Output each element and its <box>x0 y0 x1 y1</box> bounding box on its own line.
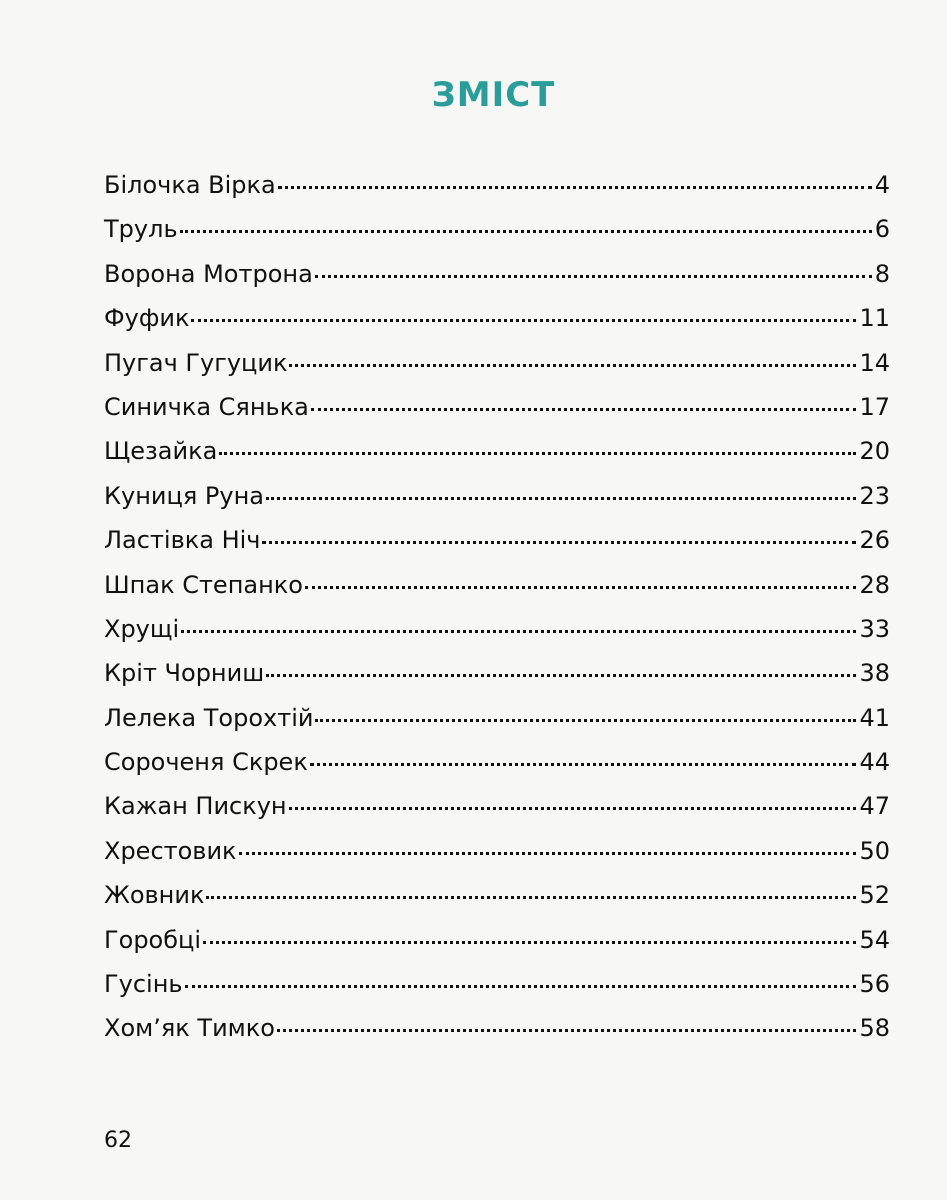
toc-entry-page: 47 <box>859 792 890 821</box>
toc-entry[interactable] <box>104 429 890 473</box>
dot-leader <box>278 186 872 189</box>
toc-entry-page: 28 <box>859 570 890 599</box>
toc-entry[interactable] <box>104 207 890 251</box>
toc-entry-page: 38 <box>859 659 890 688</box>
toc-entry-title: Шпак Степанко <box>104 570 303 599</box>
toc-entry[interactable] <box>104 474 890 518</box>
toc-entry[interactable] <box>104 385 890 429</box>
toc-entry-page: 54 <box>859 925 890 954</box>
toc-entry-page: 56 <box>859 970 890 999</box>
toc-entry-title: Горобці <box>104 925 202 954</box>
toc-entry-page: 11 <box>859 304 890 333</box>
toc-entry-page: 8 <box>874 259 890 288</box>
toc-entry-page: 20 <box>859 437 890 466</box>
toc-entry-page: 23 <box>859 481 890 510</box>
toc-entry[interactable] <box>104 252 890 296</box>
toc-entry-title: Сороченя Скрек <box>104 748 308 777</box>
toc-entry-title: Пугач Гугуцик <box>104 348 288 377</box>
toc-entry-title: Гусінь <box>104 970 183 999</box>
toc-entry[interactable] <box>104 607 890 651</box>
toc-entry-page: 33 <box>859 614 890 643</box>
dot-leader <box>277 1029 856 1032</box>
toc-entry-title: Хрущі <box>104 614 180 643</box>
dot-leader <box>311 408 857 411</box>
toc-entry[interactable] <box>104 1006 890 1050</box>
toc-entry-page: 26 <box>859 526 890 555</box>
toc-entry[interactable] <box>104 918 890 962</box>
page-title: ЗМІСТ <box>431 74 556 115</box>
toc-entry-title: Лелека Торохтій <box>104 703 314 732</box>
toc-entry-page: 41 <box>859 703 890 732</box>
toc-entry[interactable] <box>104 651 890 695</box>
dot-leader <box>315 275 872 278</box>
toc-entry-title: Кажан Пискун <box>104 792 287 821</box>
dot-leader <box>289 364 856 367</box>
toc-entry[interactable] <box>104 873 890 917</box>
dot-leader <box>289 807 857 810</box>
dot-leader <box>191 319 856 322</box>
toc-entry[interactable] <box>104 740 890 784</box>
toc-entry[interactable] <box>104 341 890 385</box>
dot-leader <box>203 941 856 944</box>
toc-entry[interactable] <box>104 829 890 873</box>
toc-entry-page: 17 <box>859 392 890 421</box>
toc-entry[interactable] <box>104 163 890 207</box>
toc-entry-page: 44 <box>859 748 890 777</box>
dot-leader <box>315 719 856 722</box>
dot-leader <box>266 497 856 500</box>
toc-entry[interactable] <box>104 696 890 740</box>
dot-leader <box>181 630 856 633</box>
toc-entry-page: 4 <box>874 171 890 199</box>
table-of-contents <box>104 163 890 1051</box>
dot-leader <box>239 852 857 855</box>
toc-entry-title: Жовник <box>104 881 205 910</box>
toc-entry[interactable] <box>104 518 890 562</box>
dot-leader <box>266 674 856 677</box>
toc-entry-title: Труль <box>104 215 178 244</box>
toc-entry-page: 14 <box>859 348 890 377</box>
toc-entry-title: Кріт Чорниш <box>104 659 265 688</box>
toc-entry-title: Ворона Мотрона <box>104 259 313 288</box>
dot-leader <box>185 985 857 988</box>
toc-entry[interactable] <box>104 296 890 340</box>
page-number: 62 <box>104 1128 132 1153</box>
toc-entry-page: 52 <box>859 881 890 910</box>
toc-entry-page: 58 <box>859 1014 890 1043</box>
toc-entry-title: Куниця Руна <box>104 481 265 510</box>
toc-entry[interactable] <box>104 962 890 1006</box>
dot-leader <box>180 230 872 233</box>
dot-leader <box>206 896 856 899</box>
toc-entry-title: Білочка Вірка <box>104 171 276 199</box>
toc-entry-page: 50 <box>859 836 890 865</box>
toc-entry-title: Хом’як Тимко <box>104 1014 275 1043</box>
toc-entry-title: Ластівка Ніч <box>104 526 261 555</box>
dot-leader <box>310 763 857 766</box>
toc-entry-title: Щезайка <box>104 437 218 466</box>
toc-entry-page: 6 <box>874 215 890 244</box>
toc-entry[interactable] <box>104 563 890 607</box>
dot-leader <box>262 541 856 544</box>
toc-entry-title: Синичка Сянька <box>104 392 309 421</box>
dot-leader <box>305 586 856 589</box>
toc-entry-title: Фуфик <box>104 304 190 333</box>
toc-entry-title: Хрестовик <box>104 836 237 865</box>
toc-entry[interactable] <box>104 784 890 828</box>
dot-leader <box>219 452 856 455</box>
